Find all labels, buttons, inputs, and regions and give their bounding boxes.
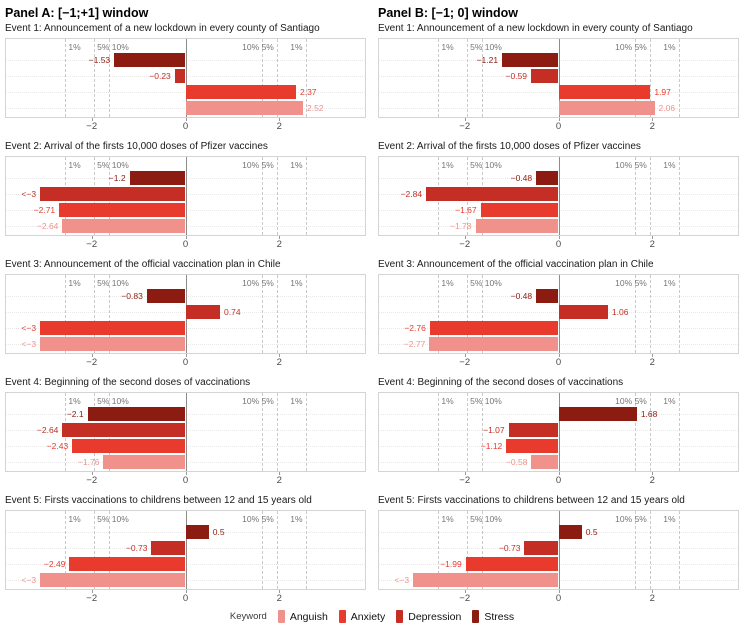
significance-label: 5%	[97, 42, 110, 52]
significance-line	[438, 39, 439, 117]
significance-line	[306, 511, 307, 589]
significance-label: 1%	[68, 160, 81, 170]
significance-label: 1%	[441, 514, 454, 524]
bar-value-label: −1.67	[455, 205, 477, 215]
significance-label: 1%	[290, 160, 303, 170]
bar-value-label: −0.73	[498, 543, 521, 553]
x-axis	[5, 590, 366, 605]
significance-label: 5%	[470, 278, 483, 288]
bar-value-label: 1.68	[640, 409, 658, 419]
keyword-legend	[5, 610, 739, 623]
bar-stress	[502, 53, 558, 67]
legend-label: Anxiety	[350, 610, 386, 623]
bar-value-label: −2.43	[46, 441, 69, 451]
significance-label: 10%	[111, 160, 129, 170]
panel-title: Panel A: [−1;+1] window	[5, 6, 149, 20]
significance-label: 1%	[68, 514, 81, 524]
x-tick-label: 0	[182, 121, 189, 132]
significance-label: 1%	[441, 396, 454, 406]
bar-value-label: 0.74	[224, 307, 241, 317]
bar-anxiety	[59, 203, 185, 217]
bar-value-label: −2.64	[36, 425, 59, 435]
x-tick-label: 2	[649, 475, 655, 486]
x-tick-label: −2	[459, 239, 471, 250]
x-tick-label: −2	[86, 357, 98, 368]
significance-label: 5%	[470, 514, 483, 524]
bar-value-label: −0.73	[125, 543, 148, 553]
bar-anguish	[62, 219, 185, 233]
significance-label: 10%	[111, 42, 129, 52]
significance-label: 5%	[97, 514, 110, 524]
significance-label: 10%	[242, 396, 260, 406]
significance-line	[277, 157, 278, 235]
significance-label: 1%	[290, 42, 303, 52]
plot-area	[5, 38, 366, 118]
bar-value-label: −1.76	[77, 457, 100, 467]
x-tick-label: 0	[555, 121, 562, 132]
event-title: Event 5: Firsts vaccinations to childrens between 12 and 15 years old	[378, 495, 685, 506]
significance-label: 1%	[663, 160, 676, 170]
bar-stress	[536, 289, 558, 303]
significance-label: 10%	[242, 514, 260, 524]
significance-label: 1%	[290, 514, 303, 524]
bar-value-label: −0.23	[149, 71, 171, 81]
significance-label: 1%	[663, 278, 676, 288]
bar-value-label: −2.49	[43, 559, 66, 569]
significance-label: 10%	[484, 514, 502, 524]
significance-label: 10%	[242, 278, 260, 288]
significance-label: 5%	[470, 42, 483, 52]
event-title: Event 2: Arrival of the firsts 10,000 doses of Pfizer vaccines	[5, 141, 268, 152]
significance-label: 10%	[484, 396, 502, 406]
x-axis	[378, 354, 739, 369]
significance-label: 5%	[634, 396, 647, 406]
significance-label: 10%	[484, 160, 502, 170]
legend-item-anxiety	[339, 610, 385, 623]
significance-label: 1%	[68, 278, 81, 288]
bar-anguish	[413, 573, 558, 587]
subplot-panelA-event4	[5, 377, 366, 487]
significance-label: 5%	[261, 514, 274, 524]
significance-label: 10%	[484, 278, 502, 288]
bar-stress	[559, 407, 637, 421]
bar-depression	[509, 423, 559, 437]
x-tick-label: −2	[86, 475, 98, 486]
bar-anxiety	[40, 321, 185, 335]
zero-line	[186, 393, 187, 471]
bar-value-label: −1.99	[440, 559, 462, 569]
bar-value-label: −1.53	[88, 55, 111, 65]
subplot-panelA-event2	[5, 141, 366, 251]
bar-value-label: −0.48	[510, 291, 533, 301]
significance-label: 5%	[261, 42, 274, 52]
bar-stress	[88, 407, 186, 421]
plot-area	[5, 274, 366, 354]
significance-line	[679, 393, 680, 471]
bar-value-label: −2.76	[404, 323, 426, 333]
x-tick-label: 2	[276, 357, 282, 368]
event-title: Event 4: Beginning of the second doses of vaccinations	[378, 377, 624, 388]
bar-value-label: 2.06	[658, 103, 676, 113]
zero-line	[186, 157, 187, 235]
significance-label: 5%	[634, 514, 647, 524]
bar-value-label: <−3	[21, 189, 37, 199]
x-tick-label: −2	[86, 239, 98, 250]
significance-line	[277, 511, 278, 589]
zero-line	[559, 157, 560, 235]
bar-value-label: −1.2	[108, 173, 126, 183]
x-tick-label: −2	[86, 593, 98, 604]
x-tick-label: 2	[649, 593, 655, 604]
bar-stress	[130, 171, 186, 185]
x-tick-label: 2	[276, 475, 282, 486]
significance-label: 10%	[111, 278, 129, 288]
bar-stress	[559, 525, 582, 539]
x-axis	[378, 236, 739, 251]
legend-swatch-icon	[278, 610, 285, 623]
plot-area	[378, 156, 739, 236]
bar-anguish	[531, 455, 558, 469]
x-tick-label: 2	[276, 121, 282, 132]
significance-label: 5%	[261, 278, 274, 288]
bar-value-label: −1.07	[483, 425, 505, 435]
event-title: Event 2: Arrival of the firsts 10,000 doses of Pfizer vaccines	[378, 141, 641, 152]
significance-line	[482, 39, 483, 117]
x-tick-label: 0	[555, 475, 562, 486]
bar-depression	[40, 187, 185, 201]
bar-value-label: <−3	[21, 575, 37, 585]
subplot-panelA-event5	[5, 495, 366, 605]
bar-anxiety	[559, 85, 651, 99]
legend-title: Keyword	[229, 611, 267, 622]
event-title: Event 4: Beginning of the second doses of vaccinations	[5, 377, 251, 388]
bar-anxiety	[72, 439, 185, 453]
significance-line	[650, 393, 651, 471]
significance-label: 10%	[615, 514, 633, 524]
significance-line	[109, 39, 110, 117]
significance-label: 5%	[97, 160, 110, 170]
significance-label: 10%	[242, 160, 260, 170]
subplot-panelB-event5	[378, 495, 739, 605]
significance-label: 1%	[663, 396, 676, 406]
significance-label: 10%	[615, 396, 633, 406]
x-tick-label: 2	[276, 239, 282, 250]
bar-value-label: −2.84	[400, 189, 423, 199]
x-tick-label: −2	[459, 357, 471, 368]
significance-label: 5%	[261, 396, 274, 406]
zero-line	[559, 511, 560, 589]
significance-line	[650, 511, 651, 589]
bar-depression	[426, 187, 558, 201]
significance-label: 1%	[68, 396, 81, 406]
bar-value-label: <−3	[21, 339, 37, 349]
significance-line	[277, 393, 278, 471]
subplot-panelB-event3	[378, 259, 739, 369]
significance-label: 5%	[97, 278, 110, 288]
x-axis	[378, 590, 739, 605]
significance-label: 1%	[290, 396, 303, 406]
bar-value-label: 2.37	[299, 87, 317, 97]
x-tick-label: 2	[649, 357, 655, 368]
bar-value-label: −2.71	[33, 205, 56, 215]
x-axis	[378, 472, 739, 487]
x-tick-label: 0	[182, 239, 189, 250]
significance-line	[94, 39, 95, 117]
significance-label: 1%	[290, 278, 303, 288]
plot-area	[378, 38, 739, 118]
x-tick-label: 0	[555, 357, 562, 368]
x-tick-label: −2	[459, 593, 471, 604]
event-title: Event 3: Announcement of the official vaccination plan in Chile	[5, 259, 281, 270]
subplot-panelB-event4	[378, 377, 739, 487]
event-title: Event 1: Announcement of a new lockdown in every county of Santiago	[5, 23, 320, 34]
significance-label: 5%	[634, 42, 647, 52]
bar-anguish	[186, 101, 303, 115]
bar-stress	[186, 525, 209, 539]
significance-line	[306, 275, 307, 353]
significance-label: 1%	[441, 42, 454, 52]
significance-label: 10%	[615, 42, 633, 52]
zero-line	[559, 393, 560, 471]
plot-area	[378, 392, 739, 472]
significance-label: 5%	[634, 278, 647, 288]
significance-label: 1%	[441, 278, 454, 288]
plot-area	[378, 274, 739, 354]
significance-line	[306, 157, 307, 235]
significance-label: 10%	[615, 160, 633, 170]
bar-anxiety	[506, 439, 558, 453]
significance-label: 5%	[470, 160, 483, 170]
legend-swatch-icon	[339, 610, 346, 623]
x-axis	[378, 118, 739, 133]
bar-depression	[524, 541, 558, 555]
bar-value-label: −1.78	[450, 221, 472, 231]
significance-label: 10%	[242, 42, 260, 52]
legend-item-depression	[396, 610, 461, 623]
bar-value-label: −1.12	[480, 441, 503, 451]
significance-label: 10%	[615, 278, 633, 288]
x-tick-label: 2	[276, 593, 282, 604]
bar-anxiety	[69, 557, 185, 571]
bar-value-label: −0.58	[505, 457, 528, 467]
chart-grid	[5, 6, 739, 605]
panel-title: Panel B: [−1; 0] window	[378, 6, 518, 20]
legend-label: Stress	[484, 610, 515, 623]
bar-value-label: <−3	[394, 575, 410, 585]
bar-anxiety	[481, 203, 559, 217]
significance-line	[650, 275, 651, 353]
bar-value-label: −1.21	[476, 55, 499, 65]
bar-value-label: 0.5	[585, 527, 598, 537]
x-tick-label: 0	[182, 475, 189, 486]
significance-label: 10%	[111, 396, 129, 406]
bar-depression	[531, 69, 559, 83]
significance-label: 1%	[441, 160, 454, 170]
bar-stress	[536, 171, 558, 185]
x-tick-label: −2	[459, 475, 471, 486]
bar-stress	[147, 289, 186, 303]
legend-item-anguish	[278, 610, 328, 623]
bar-value-label: −2.1	[66, 409, 84, 419]
legend-swatch-icon	[472, 610, 479, 623]
bar-depression	[62, 423, 185, 437]
significance-line	[679, 511, 680, 589]
x-axis	[5, 236, 366, 251]
x-tick-label: 0	[555, 593, 562, 604]
bar-value-label: 1.06	[611, 307, 629, 317]
subplot-panelB-event2	[378, 141, 739, 251]
significance-line	[438, 393, 439, 471]
bar-depression	[559, 305, 608, 319]
legend-swatch-icon	[396, 610, 403, 623]
legend-item-stress	[472, 610, 514, 623]
bar-value-label: 0.5	[212, 527, 225, 537]
bar-value-label: <−3	[21, 323, 37, 333]
x-tick-label: 0	[182, 593, 189, 604]
bar-stress	[114, 53, 185, 67]
x-axis	[5, 118, 366, 133]
bar-value-label: −2.64	[36, 221, 59, 231]
bar-anxiety	[430, 321, 559, 335]
event-title: Event 3: Announcement of the official vaccination plan in Chile	[378, 259, 654, 270]
significance-line	[650, 157, 651, 235]
x-axis	[5, 354, 366, 369]
x-tick-label: 0	[182, 357, 189, 368]
bar-depression	[151, 541, 185, 555]
bar-value-label: −0.48	[510, 173, 533, 183]
bar-depression	[175, 69, 186, 83]
significance-label: 5%	[97, 396, 110, 406]
significance-line	[679, 157, 680, 235]
significance-label: 5%	[470, 396, 483, 406]
subplot-panelA-event1	[5, 6, 366, 133]
significance-line	[306, 393, 307, 471]
bar-anguish	[40, 337, 185, 351]
significance-label: 10%	[484, 42, 502, 52]
significance-label: 1%	[663, 42, 676, 52]
bar-anguish	[559, 101, 655, 115]
bar-value-label: 1.97	[654, 87, 671, 97]
subplot-panelA-event3	[5, 259, 366, 369]
bar-anguish	[429, 337, 558, 351]
bar-anxiety	[186, 85, 296, 99]
bar-anguish	[40, 573, 185, 587]
x-tick-label: 2	[649, 121, 655, 132]
significance-line	[679, 275, 680, 353]
plot-area	[5, 156, 366, 236]
legend-label: Depression	[408, 610, 462, 623]
bar-anxiety	[466, 557, 559, 571]
x-tick-label: −2	[86, 121, 98, 132]
plot-area	[5, 392, 366, 472]
significance-label: 1%	[68, 42, 81, 52]
significance-line	[65, 39, 66, 117]
bar-anguish	[476, 219, 559, 233]
significance-label: 1%	[663, 514, 676, 524]
significance-label: 5%	[261, 160, 274, 170]
significance-line	[467, 39, 468, 117]
bar-depression	[186, 305, 221, 319]
bar-value-label: −0.59	[505, 71, 527, 81]
bar-anguish	[103, 455, 185, 469]
subplot-panelB-event1	[378, 6, 739, 133]
x-tick-label: 2	[649, 239, 655, 250]
significance-line	[467, 393, 468, 471]
significance-label: 10%	[111, 514, 129, 524]
x-tick-label: 0	[555, 239, 562, 250]
bar-value-label: −0.83	[121, 291, 143, 301]
x-axis	[5, 472, 366, 487]
x-tick-label: −2	[459, 121, 471, 132]
significance-line	[679, 39, 680, 117]
significance-line	[277, 275, 278, 353]
plot-area	[378, 510, 739, 590]
bar-value-label: −2.77	[403, 339, 426, 349]
event-title: Event 5: Firsts vaccinations to childrens between 12 and 15 years old	[5, 495, 312, 506]
plot-area	[5, 510, 366, 590]
event-title: Event 1: Announcement of a new lockdown in every county of Santiago	[378, 23, 693, 34]
bar-value-label: 2.52	[306, 103, 324, 113]
significance-label: 5%	[634, 160, 647, 170]
zero-line	[186, 511, 187, 589]
legend-label: Anguish	[289, 610, 328, 623]
